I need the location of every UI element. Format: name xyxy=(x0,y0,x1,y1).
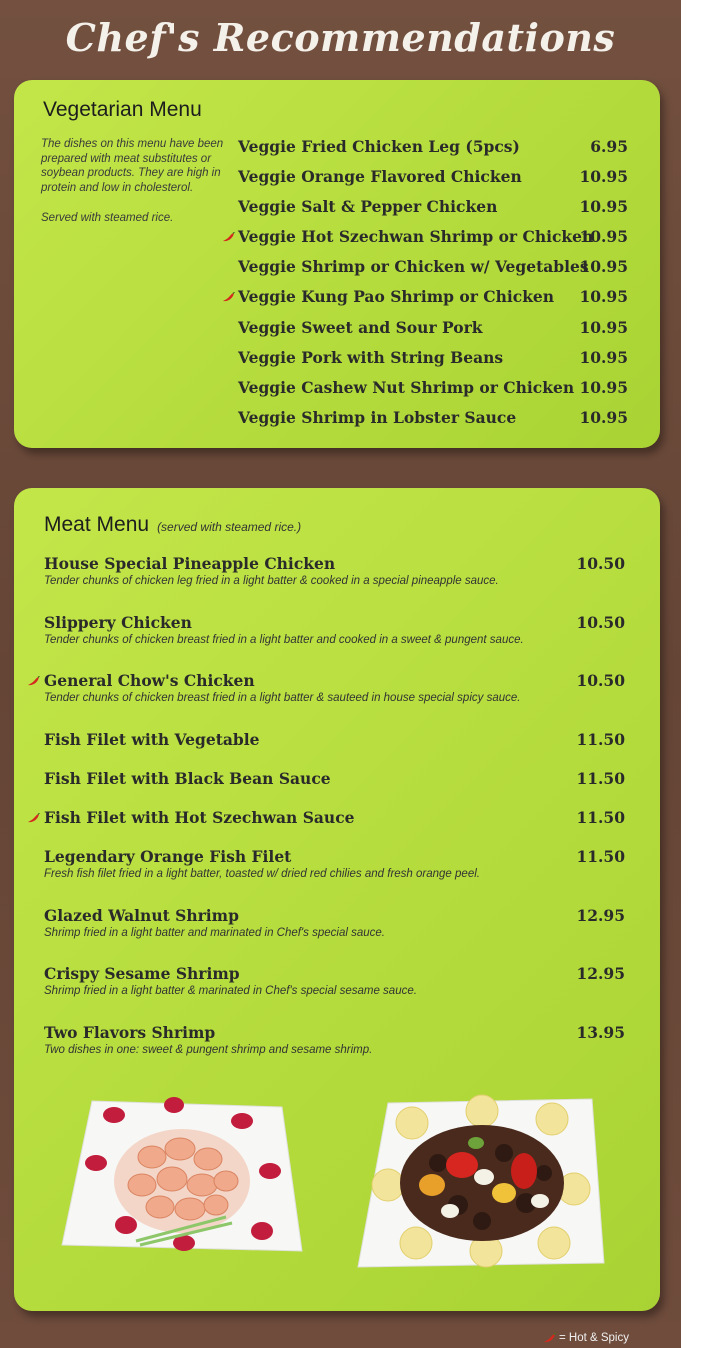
item-price: 10.95 xyxy=(579,377,628,397)
vegetarian-served-note: Served with steamed rice. xyxy=(41,212,174,224)
vegetarian-menu-item xyxy=(238,252,628,282)
item-description: Tender chunks of chicken breast fried in a light batter and cooked in a sweet & pungent sauce. xyxy=(44,633,524,646)
item-price: 10.50 xyxy=(576,671,625,691)
vegetarian-description-text: The dishes on this menu have been prepared with meat substitutes or soybean products. They are high in protein and low in cholesterol. xyxy=(41,138,224,194)
item-name: Crispy Sesame Shrimp xyxy=(44,964,240,984)
item-name: Veggie Pork with String Beans xyxy=(238,347,504,367)
item-name: Fish Filet with Hot Szechwan Sauce xyxy=(44,808,355,828)
page-title: Chef's Recommendations xyxy=(65,15,616,60)
item-name: Legendary Orange Fish Filet xyxy=(44,847,292,867)
chili-pepper-icon xyxy=(223,232,235,242)
item-name: Veggie Salt & Pepper Chicken xyxy=(238,197,498,217)
item-price: 11.50 xyxy=(576,847,625,867)
item-price: 6.95 xyxy=(590,137,628,156)
item-price: 11.50 xyxy=(576,808,625,828)
item-name: Fish Filet with Black Bean Sauce xyxy=(44,769,331,789)
meat-menu-item xyxy=(44,613,625,672)
item-description: Two dishes in one: sweet & pungent shrimp and sesame shrimp. xyxy=(44,1044,373,1057)
vegetarian-menu-item xyxy=(238,343,628,373)
vegetarian-item-list xyxy=(238,132,628,433)
vegetarian-menu-heading: Vegetarian Menu xyxy=(43,98,202,121)
chili-pepper-icon xyxy=(28,813,40,823)
meat-menu-item xyxy=(44,730,625,769)
item-name: Veggie Hot Szechwan Shrimp or Chicken xyxy=(238,227,594,247)
item-description: Tender chunks of chicken breast fried in a light batter & sauteed in house special spicy sauce. xyxy=(44,692,521,705)
item-name: Veggie Shrimp in Lobster Sauce xyxy=(238,407,517,427)
meat-menu-heading-text: Meat Menu xyxy=(44,513,150,536)
meat-menu-note: (served with steamed rice.) xyxy=(157,520,302,534)
item-price: 11.50 xyxy=(576,730,625,750)
sweet-sour-dish-photo xyxy=(354,1093,610,1271)
item-price: 10.95 xyxy=(579,317,628,337)
vegetarian-menu-item xyxy=(238,313,628,343)
item-price: 12.95 xyxy=(576,905,625,925)
item-price: 11.50 xyxy=(576,769,625,789)
item-name: Veggie Orange Flavored Chicken xyxy=(238,167,522,187)
item-price: 13.95 xyxy=(576,1023,625,1043)
item-name: Fish Filet with Vegetable xyxy=(44,730,260,750)
item-name: Two Flavors Shrimp xyxy=(44,1023,216,1043)
chili-pepper-icon xyxy=(544,1333,556,1343)
item-description: Shrimp fried in a light batter & marinated in Chef's special sesame sauce. xyxy=(44,985,417,998)
item-description: Tender chunks of chicken leg fried in a light batter & cooked in a special pineapple sauce. xyxy=(44,575,499,587)
item-price: 10.95 xyxy=(579,257,628,277)
item-name: House Special Pineapple Chicken xyxy=(44,554,336,573)
item-name: Veggie Sweet and Sour Pork xyxy=(238,317,483,337)
item-price: 10.95 xyxy=(579,287,628,307)
item-price: 12.95 xyxy=(576,964,625,984)
vegetarian-menu-item xyxy=(238,192,628,222)
meat-menu-item xyxy=(44,769,625,808)
item-name: Glazed Walnut Shrimp xyxy=(44,905,239,925)
vegetarian-description xyxy=(41,137,226,242)
meat-menu-item xyxy=(44,1023,625,1082)
chili-pepper-icon xyxy=(28,676,40,686)
vegetarian-menu-item xyxy=(238,373,628,403)
item-price: 10.95 xyxy=(579,167,628,187)
item-price: 10.95 xyxy=(579,347,628,367)
item-description: Shrimp fried in a light batter and marinated in Chef's special sauce. xyxy=(44,926,385,939)
vegetarian-menu-panel xyxy=(14,80,660,448)
meat-menu-panel xyxy=(14,488,660,1311)
item-name: Slippery Chicken xyxy=(44,612,192,632)
meat-item-list xyxy=(44,554,625,1082)
item-name: General Chow's Chicken xyxy=(44,671,255,691)
item-name: Veggie Cashew Nut Shrimp or Chicken xyxy=(238,377,575,397)
item-description: Fresh fish filet fried in a light batter, toasted w/ dried red chilies and fresh orange peel. xyxy=(44,868,480,881)
item-price: 10.95 xyxy=(579,197,628,217)
meat-menu-item xyxy=(44,906,625,965)
item-name: Veggie Kung Pao Shrimp or Chicken xyxy=(238,287,555,307)
vegetarian-menu-item xyxy=(238,132,628,162)
vegetarian-menu-item xyxy=(238,282,628,312)
shrimp-dish-photo xyxy=(56,1093,306,1263)
item-price: 10.50 xyxy=(576,612,625,632)
vegetarian-menu-item xyxy=(238,222,628,252)
item-price: 10.95 xyxy=(579,407,628,427)
hot-spicy-legend xyxy=(544,1332,629,1344)
item-name: Veggie Fried Chicken Leg (5pcs) xyxy=(238,137,520,156)
meat-menu-item xyxy=(44,808,625,847)
chili-pepper-icon xyxy=(223,292,235,302)
meat-menu-item xyxy=(44,554,625,613)
hot-spicy-legend-label: = Hot & Spicy xyxy=(559,1332,629,1344)
vegetarian-menu-item xyxy=(238,403,628,433)
item-price: 10.95 xyxy=(579,227,628,247)
item-name: Veggie Shrimp or Chicken w/ Vegetables xyxy=(238,257,589,277)
meat-menu-heading xyxy=(44,513,301,537)
vegetarian-menu-item xyxy=(238,162,628,192)
meat-menu-item xyxy=(44,964,625,1023)
item-price: 10.50 xyxy=(576,554,625,573)
meat-menu-item xyxy=(44,847,625,906)
meat-menu-item xyxy=(44,671,625,730)
